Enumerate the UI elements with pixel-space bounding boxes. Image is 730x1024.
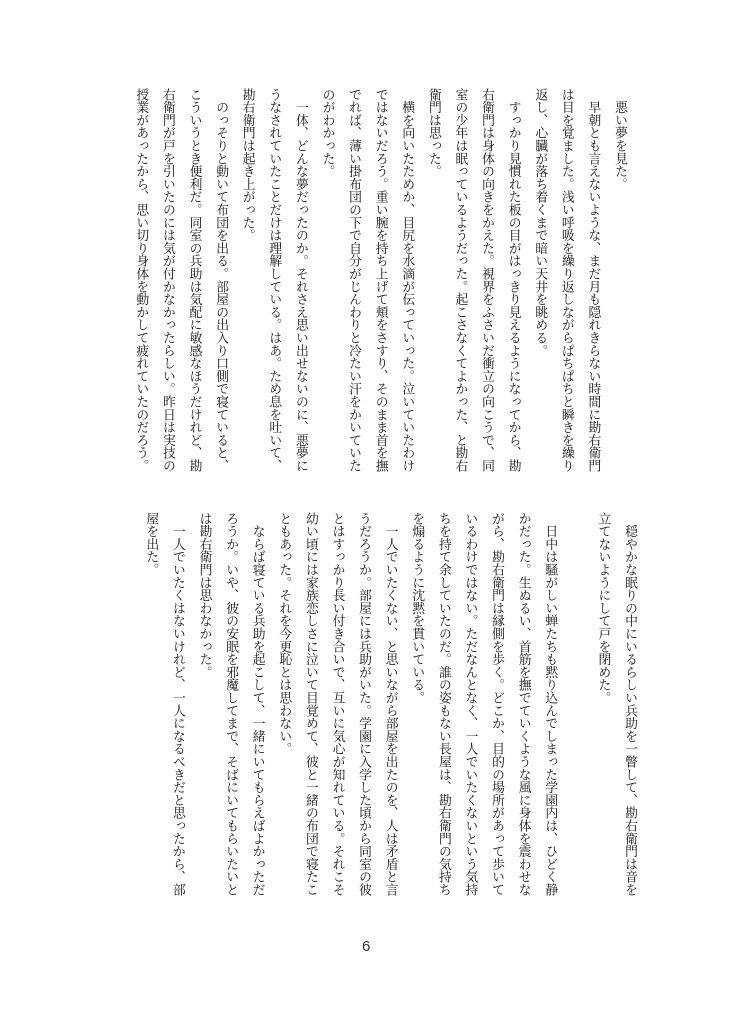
text-line: でれば、薄い掛布団の下で自分がじんわりと冷たい汗をかいていた bbox=[346, 88, 362, 472]
text-line: 一体、どんな夢だったのか。それさえ思い出せないのに、悪夢に bbox=[292, 88, 308, 472]
text-line: ならば寝ている兵助を起こして、一緒にいてもらえばよかっただ bbox=[249, 512, 265, 896]
text-line: ろうか。いや、彼の安眠を邪魔してまで、そばにいてもらいたいと bbox=[223, 512, 239, 896]
text-line: 日中は騒がしい蝉たちも黙り込んでしまった学園内は、ひどく静 bbox=[542, 512, 558, 896]
text-line: 一人でいたくない、と思いながら部屋を出たのを、人は矛盾と言 bbox=[382, 512, 398, 896]
text-line: 勘右衛門は起き上がった。 bbox=[239, 88, 255, 242]
text-line: 早朝とも言えないような、まだ月も隠れきらない時間に勘右衛門 bbox=[585, 88, 601, 472]
text-line: 授業があったから、思い切り身体を動かして疲れていたのだろう。 bbox=[133, 88, 149, 472]
text-block-bottom bbox=[137, 512, 642, 917]
text-line: いるわけではない。ただなんとなく、一人でいたくないという気持 bbox=[462, 512, 478, 896]
text-line: うなされていたことだけは理解している。はあ。ため息を吐いて、 bbox=[266, 88, 282, 472]
text-line: うだろうか。部屋には兵助がいた。学園に入学した頃から同室の彼 bbox=[356, 512, 372, 896]
text-line: 室の少年は眠っているようだった。起こさなくてよかった、と勘右 bbox=[452, 88, 468, 472]
text-line: 右衛門が戸を引いたのには気が付かなかったらしい。昨日は実技の bbox=[159, 88, 175, 472]
text-block-top bbox=[127, 88, 632, 493]
text-line: 一人でいたくはないけれど、一人になるべきだと思ったから、部 bbox=[169, 512, 185, 896]
text-line: 横を向いたためか、目尻を水滴が伝っていった。泣いていたわけ bbox=[399, 88, 415, 472]
text-line: を煽るように沈黙を貫いている。 bbox=[409, 512, 425, 704]
text-line: のっそりと動いて布団を出る。部屋の出入り口側で寝ていると、 bbox=[213, 88, 229, 472]
text-line: 穏やかな眠りの中にいるらしい兵助を一瞥して、勘右衛門は音を bbox=[622, 512, 637, 896]
text-line: がら、勘右衛門は縁側を歩く。どこか、目的の場所があって歩いて bbox=[489, 512, 505, 896]
text-line: とはすっかり長い付き合いで、互いに気心が知れている。それこそ bbox=[329, 512, 345, 896]
text-line: は勘右衛門は思わなかった。 bbox=[196, 512, 212, 679]
text-line: は目を覚ました。浅い呼吸を繰り返しながらぱちぱちと瞬きを繰り bbox=[558, 88, 574, 472]
text-line: 立てないようにして戸を閉めた。 bbox=[595, 512, 611, 704]
text-line: 右衛門は身体の向きをかえた。視界をふさいだ衝立の向こうで、同 bbox=[479, 88, 495, 472]
text-line: こういうとき便利だ。同室の兵助は気配に敏感なほうだけれど、勘 bbox=[186, 88, 202, 472]
text-line: 幼い頃には家族恋しさに泣いて目覚めて、彼と一緒の布団で寝たこ bbox=[302, 512, 318, 896]
text-line: 悪い夢を見た。 bbox=[612, 88, 627, 191]
text-line: ではないだろう。重い腕を持ち上げて頬をさすり、そのまま首を撫 bbox=[372, 88, 388, 472]
text-line: 衛門は思った。 bbox=[425, 88, 441, 178]
text-line: のがわかった。 bbox=[319, 88, 335, 178]
text-line: すっかり見慣れた板の目がはっきり見えるようになってから、勘 bbox=[505, 88, 521, 472]
text-line: ともあった。それを今更恥とは思わない。 bbox=[276, 512, 292, 756]
text-line: 返し、心臓が落ち着くまで暗い天井を眺める。 bbox=[532, 88, 548, 357]
text-line: ちを持て余していたのだ。誰の姿もない長屋は、勘右衛門の気持ち bbox=[435, 512, 451, 896]
text-line: かだった。生ぬるい、首筋を撫でていくような風に身体を震わせな bbox=[515, 512, 531, 896]
page-number: 6 bbox=[362, 938, 371, 955]
text-line: 屋を出た。 bbox=[143, 512, 159, 576]
